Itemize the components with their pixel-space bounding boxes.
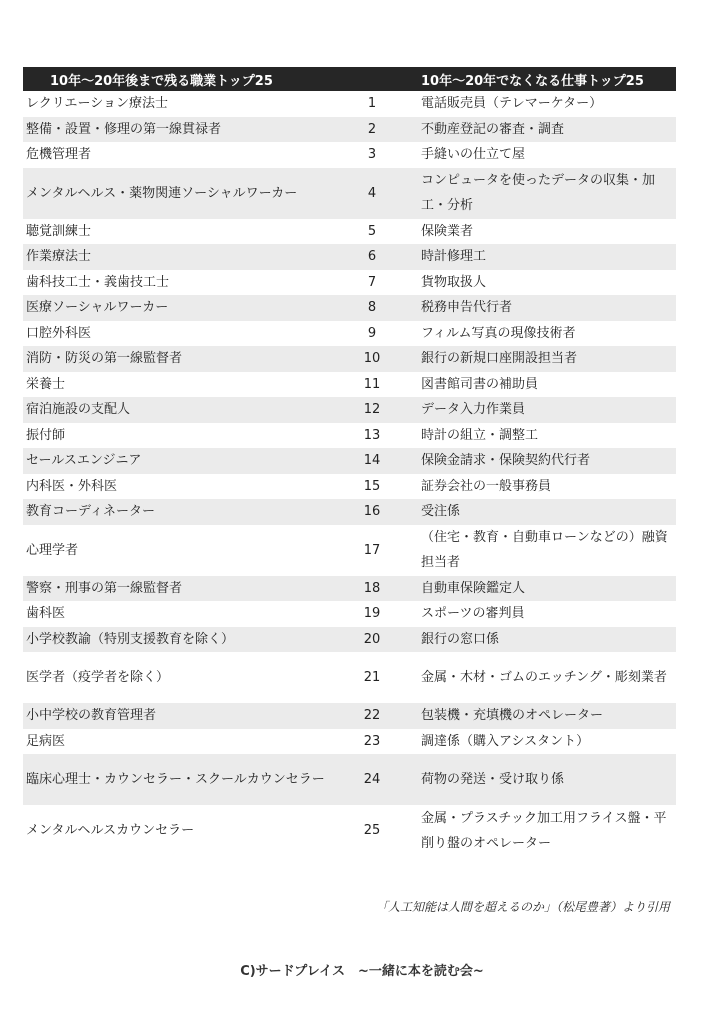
- table-row: [23, 423, 676, 449]
- surviving-job: 宿泊施設の支配人: [23, 397, 331, 423]
- rank-number: 12: [331, 397, 413, 423]
- surviving-job: 臨床心理士・カウンセラー・スクールカウンセラー: [23, 754, 331, 805]
- surviving-job: 小中学校の教育管理者: [23, 703, 331, 729]
- disappearing-job: 手縫いの仕立て屋: [421, 147, 526, 163]
- table-row: [23, 474, 676, 500]
- rank-number: 24: [331, 754, 413, 805]
- header-surviving-jobs: 10年～20年後まで残る職業トップ25: [23, 67, 331, 91]
- table-row: [23, 499, 676, 525]
- rank-number: 13: [363, 427, 381, 443]
- table-row: [23, 754, 676, 805]
- rank-number: 11: [363, 376, 381, 392]
- table-row: [23, 219, 676, 245]
- surviving-job: レクリエーション療法士: [26, 96, 168, 112]
- disappearing-job: スポーツの審判員: [421, 606, 525, 622]
- surviving-job: 足病医: [26, 733, 66, 749]
- disappearing-job: 保険金請求・保険契約代行者: [413, 448, 676, 474]
- header-rank: [331, 67, 413, 91]
- rank-number: 16: [331, 499, 413, 525]
- disappearing-job: 受注係: [413, 499, 676, 525]
- table-row: [23, 270, 676, 296]
- table-row: [23, 372, 676, 398]
- surviving-job: 口腔外科医: [26, 325, 92, 341]
- disappearing-job: 不動産登記の審査・調査: [413, 117, 676, 143]
- surviving-job: メンタルヘルスカウンセラー: [26, 823, 195, 838]
- disappearing-job: 金属・プラスチック加工用フライス盤・平削り盤のオペレーター: [421, 810, 667, 851]
- disappearing-job: 銀行の新規口座開設担当者: [413, 346, 676, 372]
- disappearing-job: フィルム写真の現像技術者: [421, 325, 576, 341]
- disappearing-job: 税務申告代行者: [413, 295, 676, 321]
- disappearing-job: 貨物取扱人: [421, 274, 487, 290]
- rank-number: 14: [331, 448, 413, 474]
- disappearing-job: 証券会社の一般事務員: [421, 478, 552, 494]
- rank-number: 2: [331, 117, 413, 143]
- disappearing-job: コンピュータを使ったデータの収集・加工・分析: [413, 168, 676, 219]
- table-row: [23, 805, 676, 856]
- disappearing-job: 時計の組立・調整工: [421, 427, 539, 443]
- surviving-job: 消防・防災の第一線監督者: [23, 346, 331, 372]
- rank-number: 3: [367, 147, 377, 163]
- rank-number: 21: [363, 670, 381, 685]
- header-disappearing-jobs: 10年～20年でなくなる仕事トップ25: [413, 67, 676, 91]
- table-row: [23, 576, 676, 602]
- surviving-job: 小学校教諭（特別支援教育を除く）: [23, 627, 331, 653]
- rank-number: 7: [367, 274, 377, 290]
- table-row: [23, 244, 676, 270]
- disappearing-job: 図書館司書の補助員: [421, 376, 539, 392]
- disappearing-job: 調達係（購入アシスタント）: [421, 733, 590, 749]
- disappearing-job: 金属・木材・ゴムのエッチング・彫刻業者: [421, 670, 667, 685]
- surviving-job: 内科医・外科医: [26, 478, 118, 494]
- table-row: [23, 601, 676, 627]
- table-row: [23, 729, 676, 755]
- table-row: [23, 525, 676, 576]
- disappearing-job: 自動車保険鑑定人: [413, 576, 676, 602]
- surviving-job: 警察・刑事の第一線監督者: [23, 576, 331, 602]
- surviving-job: 振付師: [26, 427, 66, 443]
- surviving-job: 栄養士: [26, 376, 66, 392]
- surviving-job: 聴覚訓練士: [26, 223, 92, 239]
- surviving-job: 危機管理者: [26, 147, 92, 163]
- rank-number: 9: [367, 325, 377, 341]
- table-row: [23, 346, 676, 372]
- rank-number: 19: [363, 606, 381, 622]
- rank-number: 8: [331, 295, 413, 321]
- surviving-job: 歯科技工士・義歯技工士: [26, 274, 170, 290]
- table-row: [23, 652, 676, 703]
- surviving-job: 歯科医: [26, 606, 66, 622]
- table-row: [23, 117, 676, 143]
- rank-number: 23: [363, 733, 381, 749]
- footer-credit: C)サードプレイス ~一緒に本を読む会~: [240, 964, 484, 979]
- table-row: [23, 627, 676, 653]
- disappearing-job: 電話販売員（テレマーケター）: [421, 96, 603, 112]
- surviving-job: 心理学者: [26, 542, 79, 558]
- rank-number: 1: [367, 96, 377, 112]
- rank-number: 25: [363, 823, 381, 838]
- jobs-table: [23, 67, 676, 856]
- rank-number: 6: [331, 244, 413, 270]
- disappearing-job: 包装機・充填機のオペレーター: [413, 703, 676, 729]
- table-header-row: [23, 67, 676, 91]
- surviving-job: 医療ソーシャルワーカー: [23, 295, 331, 321]
- rank-number: 17: [363, 542, 381, 558]
- surviving-job: メンタルヘルス・薬物関連ソーシャルワーカー: [23, 168, 331, 219]
- table-row: [23, 295, 676, 321]
- jobs-comparison-table: [23, 67, 676, 856]
- table-row: [23, 397, 676, 423]
- disappearing-job: 時計修理工: [413, 244, 676, 270]
- table-row: [23, 168, 676, 219]
- surviving-job: 医学者（疫学者を除く）: [26, 670, 170, 685]
- surviving-job: 整備・設置・修理の第一線貫禄者: [23, 117, 331, 143]
- table-row: [23, 91, 676, 117]
- rank-number: 22: [331, 703, 413, 729]
- surviving-job: 教育コーディネーター: [23, 499, 331, 525]
- rank-number: 10: [331, 346, 413, 372]
- disappearing-job: 銀行の窓口係: [413, 627, 676, 653]
- surviving-job: セールスエンジニア: [23, 448, 331, 474]
- rank-number: 20: [331, 627, 413, 653]
- disappearing-job: 荷物の発送・受け取り係: [413, 754, 676, 805]
- rank-number: 4: [331, 168, 413, 219]
- disappearing-job: （住宅・教育・自動車ローンなどの）融資担当者: [421, 530, 668, 570]
- table-row: [23, 448, 676, 474]
- surviving-job: 作業療法士: [23, 244, 331, 270]
- disappearing-job: データ入力作業員: [413, 397, 676, 423]
- table-row: [23, 321, 676, 347]
- rank-number: 15: [363, 478, 381, 494]
- disappearing-job: 保険業者: [421, 223, 474, 239]
- rank-number: 5: [367, 223, 377, 239]
- source-citation: 「人工知能は人間を超えるのか」（松尾豊著）より引用: [375, 900, 670, 914]
- table-row: [23, 142, 676, 168]
- table-row: [23, 703, 676, 729]
- rank-number: 18: [331, 576, 413, 602]
